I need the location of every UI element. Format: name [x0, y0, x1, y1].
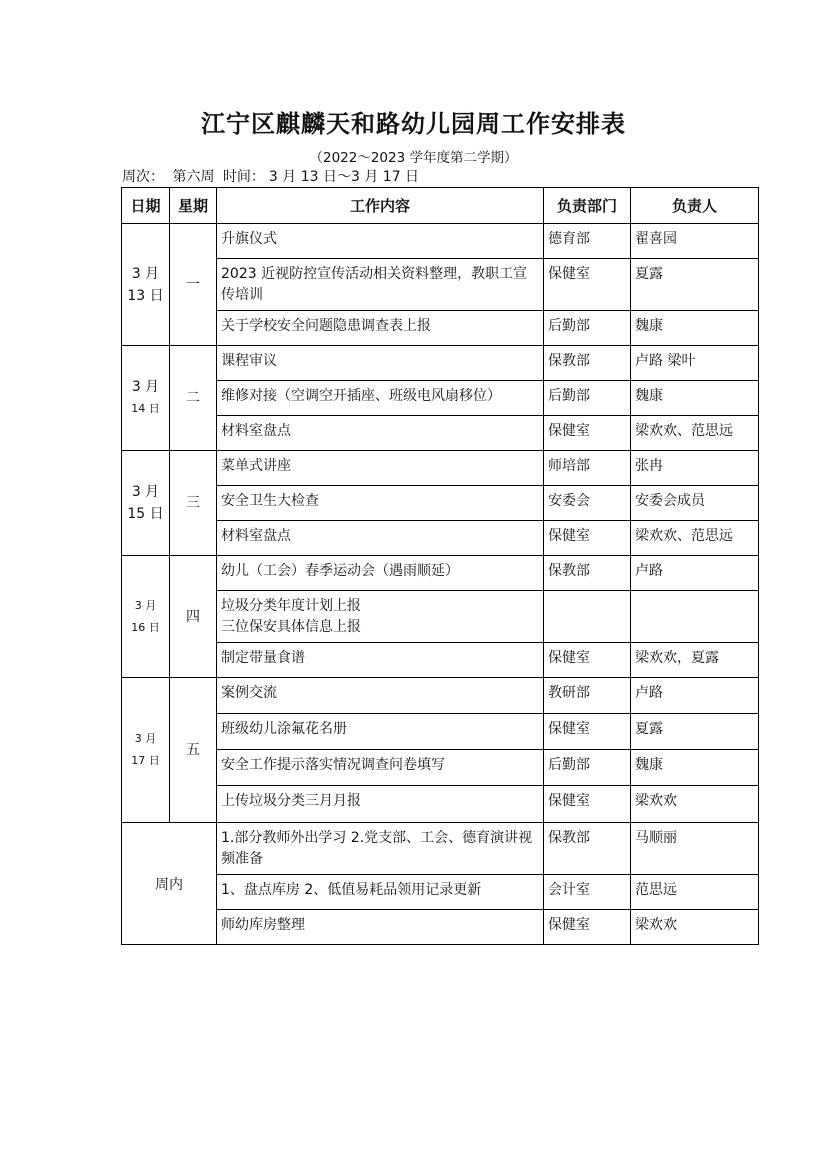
person-cell: 魏康 — [631, 311, 759, 346]
content-cell: 班级幼儿涂氟花名册 — [217, 714, 544, 750]
dept-cell: 德育部 — [544, 224, 631, 259]
date-cell — [122, 224, 170, 346]
date-cell — [122, 451, 170, 556]
date-month: 3 月 — [131, 265, 160, 282]
person-cell — [631, 591, 759, 643]
weekday-cell: 一 — [170, 224, 217, 346]
content-cell: 安全工作提示落实情况调查问卷填写 — [217, 750, 544, 786]
person-cell: 梁欢欢、范思远 — [631, 521, 759, 556]
header-person: 负责人 — [631, 188, 759, 224]
content-cell: 幼儿（工会）春季运动会（遇雨顺延） — [217, 556, 544, 591]
date-month: 3 月 — [134, 598, 157, 612]
content-cell: 案例交流 — [217, 678, 544, 714]
weekday-cell: 二 — [170, 346, 217, 451]
person-cell: 梁欢欢 — [631, 786, 759, 823]
dept-cell: 保健室 — [544, 786, 631, 823]
dept-cell: 后勤部 — [544, 381, 631, 416]
person-cell: 安委会成员 — [631, 486, 759, 521]
dept-cell: 师培部 — [544, 451, 631, 486]
table-row — [122, 416, 759, 451]
header-content: 工作内容 — [217, 188, 544, 224]
dept-cell: 保健室 — [544, 259, 631, 311]
person-cell: 卢路 — [631, 556, 759, 591]
person-cell: 魏康 — [631, 381, 759, 416]
person-cell: 魏康 — [631, 750, 759, 786]
person-cell: 卢路 梁叶 — [631, 346, 759, 381]
content-cell: 1.部分教师外出学习 2.党支部、工会、德育演讲视频准备 — [217, 823, 544, 875]
content-line: 三位保安具体信息上报 — [221, 619, 361, 635]
person-cell: 夏露 — [631, 259, 759, 311]
weekday-cell: 三 — [170, 451, 217, 556]
content-cell — [217, 591, 544, 643]
dept-cell: 后勤部 — [544, 311, 631, 346]
table-row — [122, 224, 759, 259]
dept-cell: 会计室 — [544, 875, 631, 910]
content-cell: 师幼库房整理 — [217, 910, 544, 945]
table-row — [122, 823, 759, 875]
person-cell: 夏露 — [631, 714, 759, 750]
content-cell: 2023 近视防控宣传活动相关资料整理，教职工宣传培训 — [217, 259, 544, 311]
header-weekday: 星期 — [170, 188, 217, 224]
header-row — [122, 188, 759, 224]
schedule-table — [121, 187, 759, 945]
person-cell: 卢路 — [631, 678, 759, 714]
person-cell: 马顺丽 — [631, 823, 759, 875]
content-cell: 制定带量食谱 — [217, 643, 544, 678]
date-day: 17 日 — [131, 754, 160, 767]
content-cell: 升旗仪式 — [217, 224, 544, 259]
week-info — [122, 166, 423, 186]
header-date: 日期 — [122, 188, 170, 224]
person-cell: 范思远 — [631, 875, 759, 910]
weekly-label: 周内 — [122, 823, 217, 945]
content-line: 垃圾分类年度计划上报 — [221, 598, 361, 614]
table-row — [122, 875, 759, 910]
person-cell: 梁欢欢，夏露 — [631, 643, 759, 678]
date-day: 15 日 — [127, 506, 164, 522]
dept-cell: 保教部 — [544, 823, 631, 875]
week-value: 第六周 — [172, 169, 215, 185]
dept-cell: 保健室 — [544, 643, 631, 678]
content-cell: 维修对接（空调空开插座、班级电风扇移位） — [217, 381, 544, 416]
table-row — [122, 714, 759, 750]
content-cell: 课程审议 — [217, 346, 544, 381]
table-row — [122, 910, 759, 945]
date-day: 14 日 — [131, 402, 160, 415]
table-row — [122, 591, 759, 643]
dept-cell: 后勤部 — [544, 750, 631, 786]
time-label: 时间： — [222, 169, 265, 185]
dept-cell: 安委会 — [544, 486, 631, 521]
person-cell: 张冉 — [631, 451, 759, 486]
person-cell: 梁欢欢 — [631, 910, 759, 945]
header-dept: 负责部门 — [544, 188, 631, 224]
table-row — [122, 311, 759, 346]
content-cell: 材料室盘点 — [217, 521, 544, 556]
content-cell: 1、盘点库房 2、低值易耗品领用记录更新 — [217, 875, 544, 910]
date-month: 3 月 — [134, 732, 157, 745]
dept-cell: 保健室 — [544, 521, 631, 556]
date-day: 16 日 — [131, 620, 160, 634]
date-cell — [122, 556, 170, 678]
table-row — [122, 556, 759, 591]
date-month: 3 月 — [131, 379, 160, 395]
dept-cell: 保教部 — [544, 556, 631, 591]
dept-cell: 保教部 — [544, 346, 631, 381]
table-row — [122, 259, 759, 311]
table-row — [122, 486, 759, 521]
table-row — [122, 346, 759, 381]
weekday-cell: 四 — [170, 556, 217, 678]
person-cell: 梁欢欢、范思远 — [631, 416, 759, 451]
content-cell: 上传垃圾分类三月月报 — [217, 786, 544, 823]
table-row — [122, 678, 759, 714]
week-label: 周次： — [122, 169, 164, 185]
weekday-cell: 五 — [170, 678, 217, 823]
dept-cell — [544, 591, 631, 643]
date-cell — [122, 678, 170, 823]
table-row — [122, 521, 759, 556]
date-day: 13 日 — [127, 287, 164, 304]
dept-cell: 保健室 — [544, 416, 631, 451]
table-row — [122, 643, 759, 678]
time-value: 3 月 13 日～3 月 17 日 — [268, 169, 420, 185]
content-cell: 材料室盘点 — [217, 416, 544, 451]
dept-cell: 保健室 — [544, 910, 631, 945]
dept-cell: 教研部 — [544, 678, 631, 714]
person-cell: 翟喜园 — [631, 224, 759, 259]
table-row — [122, 786, 759, 823]
semester-subtitle: （2022～2023 学年度第二学期） — [309, 150, 518, 166]
dept-cell: 保健室 — [544, 714, 631, 750]
content-cell: 菜单式讲座 — [217, 451, 544, 486]
content-cell: 安全卫生大检查 — [217, 486, 544, 521]
content-cell: 关于学校安全问题隐患调查表上报 — [217, 311, 544, 346]
date-cell — [122, 346, 170, 451]
page-title: 江宁区麒麟天和路幼儿园周工作安排表 — [201, 109, 626, 138]
table-row — [122, 451, 759, 486]
date-month: 3 月 — [131, 484, 160, 500]
table-row — [122, 381, 759, 416]
table-row — [122, 750, 759, 786]
